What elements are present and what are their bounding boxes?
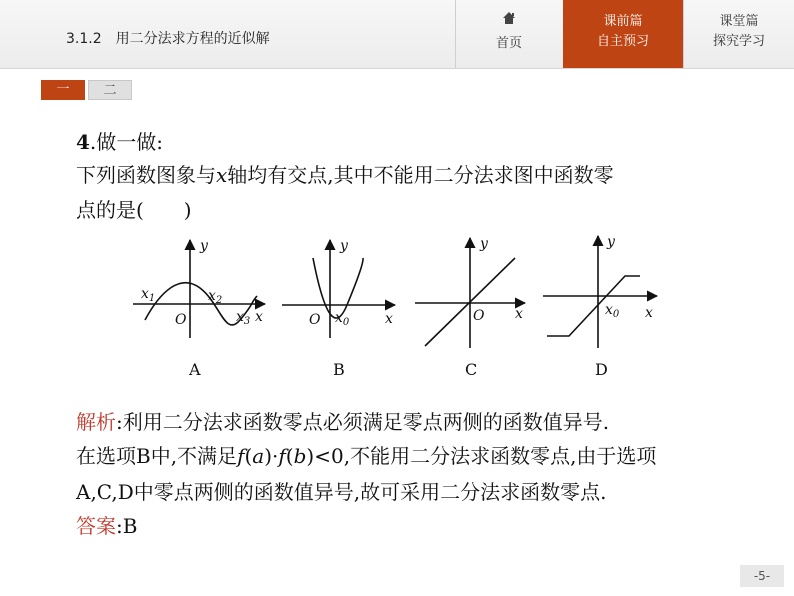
- root-label-x1: $x_1$: [141, 286, 156, 304]
- solution-label: 解析: [76, 410, 116, 434]
- answer-value: :B: [116, 514, 138, 538]
- root-label-x2: $x_2$: [208, 288, 223, 306]
- question-line-2: 点的是( ): [76, 198, 192, 222]
- solution-text: 在选项B中,不满足: [76, 444, 238, 468]
- origin-label: O: [175, 312, 187, 328]
- nav-classroom-line2: 探究学习: [712, 34, 765, 49]
- nav-preview-line1: 课前篇: [603, 14, 643, 29]
- variable-x: x: [216, 163, 228, 187]
- origin-label: O: [309, 312, 321, 328]
- question-number: 4: [76, 130, 90, 154]
- solution-text: )<0,不能用二分法求函数零点,由于选项: [306, 444, 657, 468]
- axis-label-x: x: [645, 305, 653, 321]
- root-label-x3: $x_3$: [236, 309, 251, 327]
- solution-line-1: [76, 406, 609, 435]
- question-line-1: [76, 159, 614, 188]
- tab-one[interactable]: 一: [41, 80, 85, 100]
- graph-d: [543, 236, 657, 348]
- axis-label-y: y: [480, 236, 488, 252]
- paren: (: [285, 444, 294, 468]
- option-label-c: C: [465, 360, 478, 379]
- breadcrumb: 3.1.2 用二分法求方程的近似解: [66, 31, 270, 47]
- variable-b: b: [293, 444, 307, 468]
- function-graphs: [125, 228, 665, 388]
- graph-c: [415, 238, 525, 348]
- option-label-a: A: [189, 360, 201, 379]
- question-title-text: .做一做:: [89, 130, 164, 154]
- header-bar: [0, 0, 794, 69]
- paren: )·: [264, 444, 279, 468]
- solution-text: :利用二分法求函数零点必须满足零点两侧的函数值异号.: [116, 410, 610, 434]
- nav-classroom-line1: 课堂篇: [719, 14, 759, 29]
- solution-line-3: A,C,D中零点两侧的函数值异号,故可采用二分法求函数零点.: [76, 480, 607, 504]
- solution-line-2: [76, 440, 656, 469]
- answer-label: 答案: [76, 514, 116, 538]
- axis-label-y: y: [340, 238, 348, 254]
- root-label-x0: $x_0$: [605, 302, 620, 320]
- tab-two[interactable]: 二: [88, 80, 132, 100]
- variable-f: f: [237, 444, 245, 468]
- paren: (: [244, 444, 253, 468]
- axis-label-y: y: [607, 234, 615, 250]
- nav-preview-button[interactable]: [563, 0, 683, 68]
- nav-home-button[interactable]: [455, 0, 562, 68]
- question-text: 下列函数图象与: [76, 163, 216, 187]
- home-icon: [502, 11, 516, 25]
- page-number: -5-: [740, 565, 784, 587]
- option-label-b: B: [333, 360, 345, 379]
- variable-a: a: [252, 444, 265, 468]
- question-text: 轴均有交点,其中不能用二分法求图中函数零: [227, 163, 614, 187]
- variable-f: f: [278, 444, 286, 468]
- axis-label-x: x: [385, 311, 393, 327]
- axis-label-x: x: [515, 306, 523, 322]
- nav-home-label: 首页: [495, 36, 522, 51]
- root-label-x0: $x_0$: [335, 310, 350, 328]
- answer-line: [76, 510, 137, 539]
- nav-classroom-button[interactable]: [683, 0, 794, 68]
- nav-preview-line2: 自主预习: [596, 34, 649, 49]
- origin-label: O: [473, 308, 485, 324]
- axis-label-x: x: [255, 309, 263, 325]
- axis-label-y: y: [200, 238, 208, 254]
- question-title: [76, 126, 163, 155]
- option-label-d: D: [595, 360, 608, 379]
